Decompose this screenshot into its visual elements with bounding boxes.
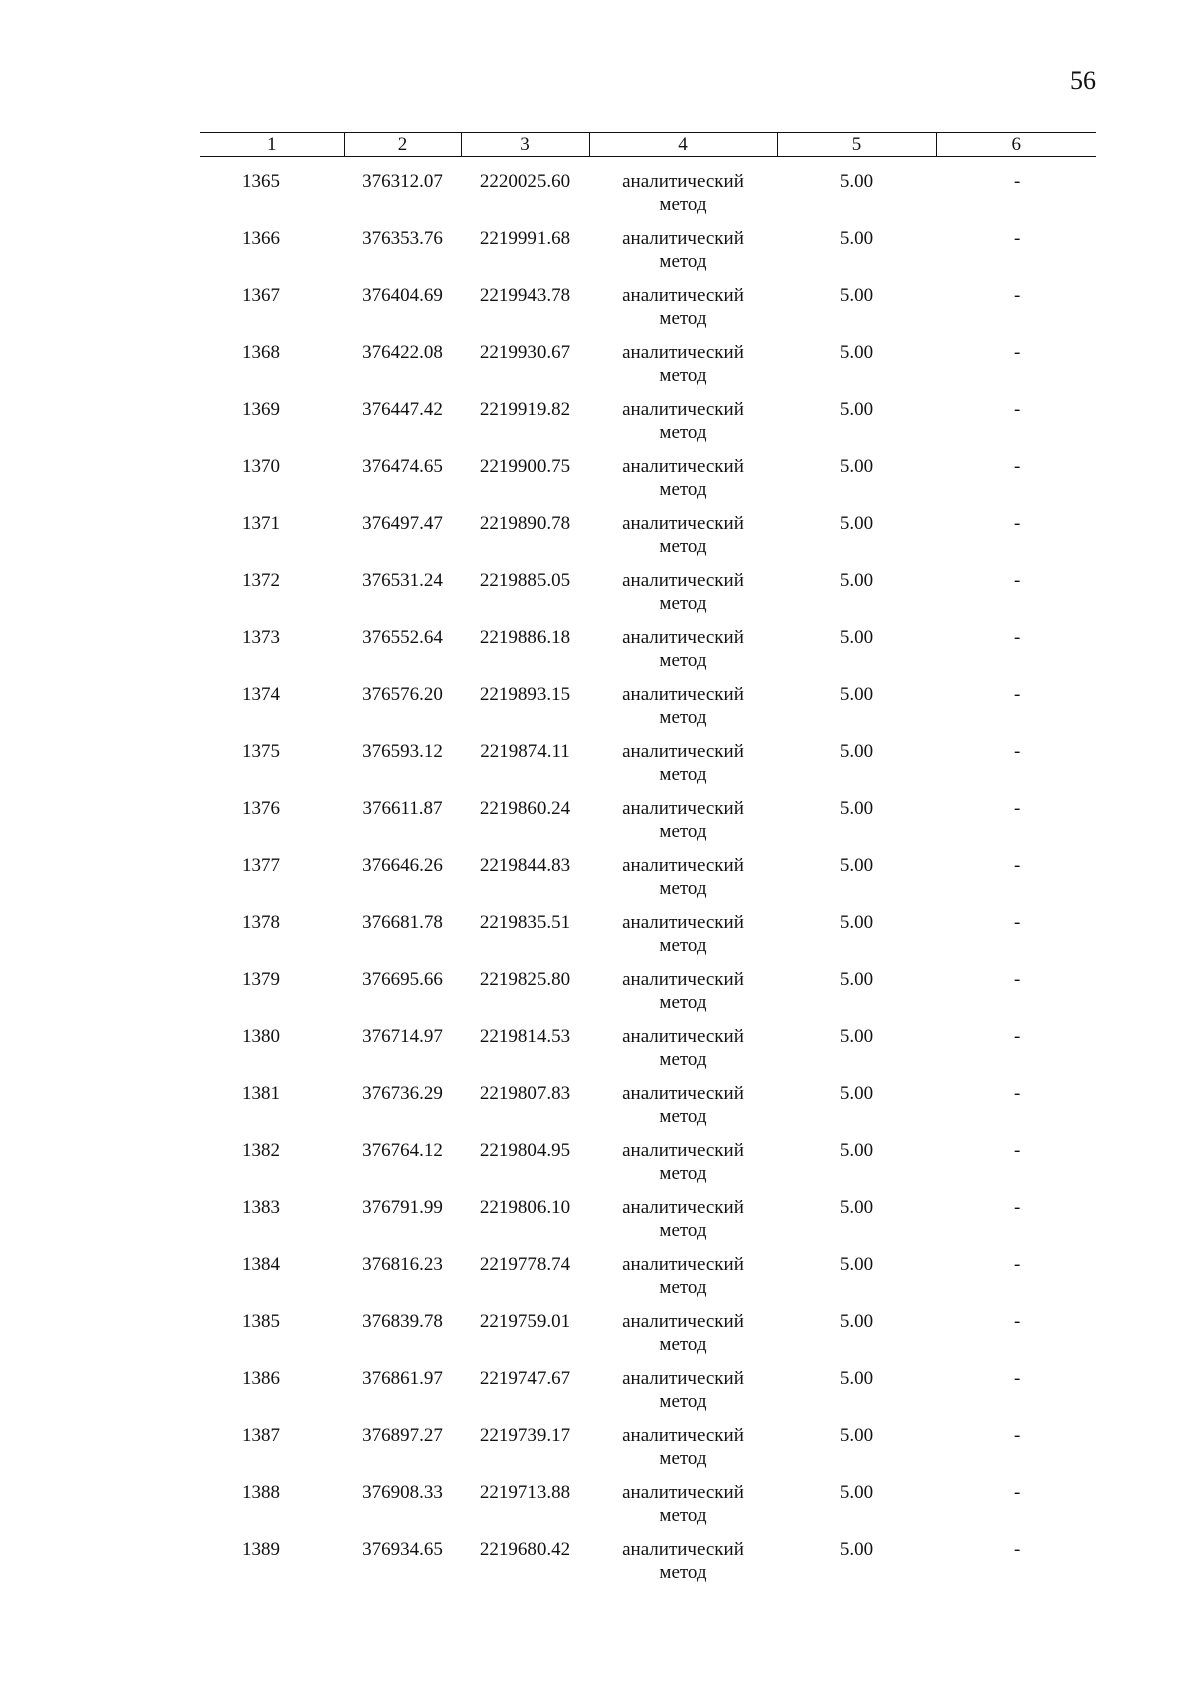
coordinates-table bbox=[200, 132, 1096, 1595]
y-coordinate-cell: 2219680.42 bbox=[479, 1539, 571, 1560]
method-line-1: аналитический bbox=[622, 1197, 744, 1218]
table-row bbox=[200, 455, 1096, 512]
y-coordinate-cell: 2219759.01 bbox=[479, 1311, 571, 1332]
note-cell: - bbox=[1014, 1083, 1021, 1104]
method-line-2: метод bbox=[659, 479, 707, 500]
method-line-1: аналитический bbox=[622, 399, 744, 420]
y-coordinate-cell: 2219886.18 bbox=[479, 627, 571, 648]
note-cell: - bbox=[1014, 285, 1021, 306]
method-cell bbox=[589, 968, 777, 1025]
method-cell bbox=[589, 398, 777, 455]
method-line-1: аналитический bbox=[622, 342, 744, 363]
method-line-1: аналитический bbox=[622, 627, 744, 648]
note-cell: - bbox=[1014, 1197, 1021, 1218]
accuracy-cell: 5.00 bbox=[839, 1311, 874, 1332]
x-coordinate-cell: 376447.42 bbox=[362, 399, 443, 420]
method-line-2: метод bbox=[659, 1163, 707, 1184]
header-col-6: 6 bbox=[936, 133, 1096, 157]
method-line-2: метод bbox=[659, 1106, 707, 1127]
method-line-2: метод bbox=[659, 1562, 707, 1583]
table-row bbox=[200, 797, 1096, 854]
method-line-1: аналитический bbox=[622, 285, 744, 306]
note-cell: - bbox=[1014, 627, 1021, 648]
method-line-2: метод bbox=[659, 935, 707, 956]
accuracy-cell: 5.00 bbox=[839, 1254, 874, 1275]
method-line-2: метод bbox=[659, 422, 707, 443]
accuracy-cell: 5.00 bbox=[839, 798, 874, 819]
method-line-1: аналитический bbox=[622, 1254, 744, 1275]
x-coordinate-cell: 376531.24 bbox=[362, 570, 443, 591]
x-coordinate-cell: 376908.33 bbox=[362, 1482, 443, 1503]
accuracy-cell: 5.00 bbox=[839, 969, 874, 990]
y-coordinate-cell: 2219943.78 bbox=[479, 285, 571, 306]
note-cell: - bbox=[1014, 741, 1021, 762]
accuracy-cell: 5.00 bbox=[839, 342, 874, 363]
y-coordinate-cell: 2219806.10 bbox=[479, 1197, 571, 1218]
point-number-cell: 1381 bbox=[242, 1083, 280, 1104]
note-cell: - bbox=[1014, 456, 1021, 477]
point-number-cell: 1370 bbox=[242, 456, 280, 477]
x-coordinate-cell: 376791.99 bbox=[362, 1197, 443, 1218]
y-coordinate-cell: 2219900.75 bbox=[479, 456, 571, 477]
point-number-cell: 1379 bbox=[242, 969, 280, 990]
table-row bbox=[200, 1082, 1096, 1139]
table-row bbox=[200, 398, 1096, 455]
method-cell bbox=[589, 455, 777, 512]
method-line-2: метод bbox=[659, 251, 707, 272]
table-row bbox=[200, 569, 1096, 626]
y-coordinate-cell: 2219713.88 bbox=[479, 1482, 571, 1503]
method-line-2: метод bbox=[659, 1334, 707, 1355]
method-line-1: аналитический bbox=[622, 228, 744, 249]
point-number-cell: 1385 bbox=[242, 1311, 280, 1332]
method-line-1: аналитический bbox=[622, 1368, 744, 1389]
table-row bbox=[200, 1196, 1096, 1253]
method-line-2: метод bbox=[659, 1220, 707, 1241]
x-coordinate-cell: 376474.65 bbox=[362, 456, 443, 477]
table-row bbox=[200, 740, 1096, 797]
table-row bbox=[200, 1253, 1096, 1310]
accuracy-cell: 5.00 bbox=[839, 570, 874, 591]
accuracy-cell: 5.00 bbox=[839, 285, 874, 306]
method-line-1: аналитический bbox=[622, 171, 744, 192]
method-line-2: метод bbox=[659, 992, 707, 1013]
note-cell: - bbox=[1014, 570, 1021, 591]
table-row bbox=[200, 1424, 1096, 1481]
method-line-1: аналитический bbox=[622, 1425, 744, 1446]
method-line-2: метод bbox=[659, 1448, 707, 1469]
method-line-2: метод bbox=[659, 650, 707, 671]
x-coordinate-cell: 376353.76 bbox=[362, 228, 443, 249]
y-coordinate-cell: 2219991.68 bbox=[479, 228, 571, 249]
method-line-2: метод bbox=[659, 1391, 707, 1412]
y-coordinate-cell: 2219739.17 bbox=[479, 1425, 571, 1446]
table-row bbox=[200, 683, 1096, 740]
method-line-2: метод bbox=[659, 593, 707, 614]
note-cell: - bbox=[1014, 228, 1021, 249]
y-coordinate-cell: 2219860.24 bbox=[479, 798, 571, 819]
x-coordinate-cell: 376422.08 bbox=[362, 342, 443, 363]
accuracy-cell: 5.00 bbox=[839, 513, 874, 534]
table-row bbox=[200, 1367, 1096, 1424]
method-line-1: аналитический bbox=[622, 1140, 744, 1161]
table-row bbox=[200, 227, 1096, 284]
y-coordinate-cell: 2219835.51 bbox=[479, 912, 571, 933]
accuracy-cell: 5.00 bbox=[839, 627, 874, 648]
method-line-2: метод bbox=[659, 1277, 707, 1298]
accuracy-cell: 5.00 bbox=[839, 1140, 874, 1161]
y-coordinate-cell: 2219778.74 bbox=[479, 1254, 571, 1275]
note-cell: - bbox=[1014, 912, 1021, 933]
note-cell: - bbox=[1014, 1425, 1021, 1446]
table-row bbox=[200, 968, 1096, 1025]
accuracy-cell: 5.00 bbox=[839, 741, 874, 762]
accuracy-cell: 5.00 bbox=[839, 228, 874, 249]
header-col-1: 1 bbox=[200, 133, 344, 157]
method-cell bbox=[589, 626, 777, 683]
method-line-1: аналитический bbox=[622, 855, 744, 876]
method-line-2: метод bbox=[659, 821, 707, 842]
table-row bbox=[200, 626, 1096, 683]
point-number-cell: 1387 bbox=[242, 1425, 280, 1446]
y-coordinate-cell: 2219747.67 bbox=[479, 1368, 571, 1389]
note-cell: - bbox=[1014, 1254, 1021, 1275]
note-cell: - bbox=[1014, 969, 1021, 990]
x-coordinate-cell: 376897.27 bbox=[362, 1425, 443, 1446]
point-number-cell: 1365 bbox=[242, 171, 280, 192]
method-line-1: аналитический bbox=[622, 513, 744, 534]
point-number-cell: 1372 bbox=[242, 570, 280, 591]
method-line-2: метод bbox=[659, 764, 707, 785]
header-col-2: 2 bbox=[344, 133, 461, 157]
method-cell bbox=[589, 740, 777, 797]
method-cell bbox=[589, 341, 777, 398]
note-cell: - bbox=[1014, 171, 1021, 192]
y-coordinate-cell: 2219919.82 bbox=[479, 399, 571, 420]
method-line-2: метод bbox=[659, 536, 707, 557]
point-number-cell: 1369 bbox=[242, 399, 280, 420]
table-row bbox=[200, 157, 1096, 228]
method-cell bbox=[589, 1025, 777, 1082]
method-cell bbox=[589, 569, 777, 626]
x-coordinate-cell: 376646.26 bbox=[362, 855, 443, 876]
method-cell bbox=[589, 1424, 777, 1481]
point-number-cell: 1378 bbox=[242, 912, 280, 933]
x-coordinate-cell: 376681.78 bbox=[362, 912, 443, 933]
method-cell bbox=[589, 683, 777, 740]
x-coordinate-cell: 376497.47 bbox=[362, 513, 443, 534]
table-row bbox=[200, 341, 1096, 398]
header-row bbox=[200, 133, 1096, 157]
accuracy-cell: 5.00 bbox=[839, 1083, 874, 1104]
method-line-1: аналитический bbox=[622, 1311, 744, 1332]
accuracy-cell: 5.00 bbox=[839, 1425, 874, 1446]
x-coordinate-cell: 376593.12 bbox=[362, 741, 443, 762]
method-line-2: метод bbox=[659, 365, 707, 386]
x-coordinate-cell: 376695.66 bbox=[362, 969, 443, 990]
accuracy-cell: 5.00 bbox=[839, 1539, 874, 1560]
method-cell bbox=[589, 1367, 777, 1424]
accuracy-cell: 5.00 bbox=[839, 1026, 874, 1047]
method-line-2: метод bbox=[659, 1505, 707, 1526]
point-number-cell: 1368 bbox=[242, 342, 280, 363]
method-line-1: аналитический bbox=[622, 969, 744, 990]
y-coordinate-cell: 2219804.95 bbox=[479, 1140, 571, 1161]
x-coordinate-cell: 376611.87 bbox=[362, 798, 443, 819]
method-line-2: метод bbox=[659, 878, 707, 899]
method-line-1: аналитический bbox=[622, 456, 744, 477]
table-body bbox=[200, 157, 1096, 1596]
method-line-1: аналитический bbox=[622, 1026, 744, 1047]
method-line-2: метод bbox=[659, 707, 707, 728]
table-header bbox=[200, 133, 1096, 157]
note-cell: - bbox=[1014, 513, 1021, 534]
table-row bbox=[200, 854, 1096, 911]
point-number-cell: 1376 bbox=[242, 798, 280, 819]
method-cell bbox=[589, 1481, 777, 1538]
table-row bbox=[200, 911, 1096, 968]
accuracy-cell: 5.00 bbox=[839, 399, 874, 420]
table-row bbox=[200, 284, 1096, 341]
method-line-1: аналитический bbox=[622, 1482, 744, 1503]
accuracy-cell: 5.00 bbox=[839, 1368, 874, 1389]
method-cell bbox=[589, 1310, 777, 1367]
note-cell: - bbox=[1014, 1140, 1021, 1161]
y-coordinate-cell: 2219930.67 bbox=[479, 342, 571, 363]
note-cell: - bbox=[1014, 855, 1021, 876]
point-number-cell: 1375 bbox=[242, 741, 280, 762]
header-col-3: 3 bbox=[461, 133, 589, 157]
method-line-1: аналитический bbox=[622, 684, 744, 705]
point-number-cell: 1380 bbox=[242, 1026, 280, 1047]
x-coordinate-cell: 376816.23 bbox=[362, 1254, 443, 1275]
y-coordinate-cell: 2219885.05 bbox=[479, 570, 571, 591]
note-cell: - bbox=[1014, 399, 1021, 420]
method-cell bbox=[589, 227, 777, 284]
y-coordinate-cell: 2219890.78 bbox=[479, 513, 571, 534]
note-cell: - bbox=[1014, 1026, 1021, 1047]
table-row bbox=[200, 1025, 1096, 1082]
point-number-cell: 1383 bbox=[242, 1197, 280, 1218]
x-coordinate-cell: 376861.97 bbox=[362, 1368, 443, 1389]
note-cell: - bbox=[1014, 1368, 1021, 1389]
note-cell: - bbox=[1014, 342, 1021, 363]
accuracy-cell: 5.00 bbox=[839, 456, 874, 477]
note-cell: - bbox=[1014, 798, 1021, 819]
method-line-1: аналитический bbox=[622, 1083, 744, 1104]
method-line-1: аналитический bbox=[622, 570, 744, 591]
method-line-2: метод bbox=[659, 308, 707, 329]
method-cell bbox=[589, 1082, 777, 1139]
x-coordinate-cell: 376552.64 bbox=[362, 627, 443, 648]
header-col-4: 4 bbox=[589, 133, 777, 157]
method-cell bbox=[589, 1196, 777, 1253]
x-coordinate-cell: 376576.20 bbox=[362, 684, 443, 705]
accuracy-cell: 5.00 bbox=[839, 1197, 874, 1218]
accuracy-cell: 5.00 bbox=[839, 171, 874, 192]
x-coordinate-cell: 376404.69 bbox=[362, 285, 443, 306]
method-line-1: аналитический bbox=[622, 912, 744, 933]
accuracy-cell: 5.00 bbox=[839, 1482, 874, 1503]
method-cell bbox=[589, 911, 777, 968]
table-row bbox=[200, 1481, 1096, 1538]
table-row bbox=[200, 1310, 1096, 1367]
y-coordinate-cell: 2219807.83 bbox=[479, 1083, 571, 1104]
point-number-cell: 1367 bbox=[242, 285, 280, 306]
method-cell bbox=[589, 284, 777, 341]
note-cell: - bbox=[1014, 1311, 1021, 1332]
point-number-cell: 1377 bbox=[242, 855, 280, 876]
header-col-5: 5 bbox=[777, 133, 936, 157]
x-coordinate-cell: 376736.29 bbox=[362, 1083, 443, 1104]
y-coordinate-cell: 2219825.80 bbox=[479, 969, 571, 990]
y-coordinate-cell: 2220025.60 bbox=[479, 171, 571, 192]
method-cell bbox=[589, 797, 777, 854]
page-number: 56 bbox=[1070, 66, 1096, 95]
x-coordinate-cell: 376714.97 bbox=[362, 1026, 443, 1047]
accuracy-cell: 5.00 bbox=[839, 912, 874, 933]
x-coordinate-cell: 376312.07 bbox=[362, 171, 443, 192]
y-coordinate-cell: 2219893.15 bbox=[479, 684, 571, 705]
note-cell: - bbox=[1014, 1539, 1021, 1560]
method-cell bbox=[589, 512, 777, 569]
method-line-2: метод bbox=[659, 1049, 707, 1070]
point-number-cell: 1373 bbox=[242, 627, 280, 648]
accuracy-cell: 5.00 bbox=[839, 855, 874, 876]
method-cell bbox=[589, 854, 777, 911]
table-row bbox=[200, 1139, 1096, 1196]
x-coordinate-cell: 376934.65 bbox=[362, 1539, 443, 1560]
method-cell bbox=[589, 1253, 777, 1310]
note-cell: - bbox=[1014, 684, 1021, 705]
x-coordinate-cell: 376839.78 bbox=[362, 1311, 443, 1332]
point-number-cell: 1384 bbox=[242, 1254, 280, 1275]
y-coordinate-cell: 2219814.53 bbox=[479, 1026, 571, 1047]
accuracy-cell: 5.00 bbox=[839, 684, 874, 705]
point-number-cell: 1374 bbox=[242, 684, 280, 705]
point-number-cell: 1366 bbox=[242, 228, 280, 249]
method-line-2: метод bbox=[659, 194, 707, 215]
method-cell bbox=[589, 1139, 777, 1196]
table-row bbox=[200, 1538, 1096, 1595]
y-coordinate-cell: 2219844.83 bbox=[479, 855, 571, 876]
x-coordinate-cell: 376764.12 bbox=[362, 1140, 443, 1161]
method-cell bbox=[589, 157, 777, 228]
point-number-cell: 1382 bbox=[242, 1140, 280, 1161]
table-row bbox=[200, 512, 1096, 569]
note-cell: - bbox=[1014, 1482, 1021, 1503]
point-number-cell: 1386 bbox=[242, 1368, 280, 1389]
method-line-1: аналитический bbox=[622, 1539, 744, 1560]
method-line-1: аналитический bbox=[622, 798, 744, 819]
method-line-1: аналитический bbox=[622, 741, 744, 762]
point-number-cell: 1371 bbox=[242, 513, 280, 534]
point-number-cell: 1388 bbox=[242, 1482, 280, 1503]
method-cell bbox=[589, 1538, 777, 1595]
y-coordinate-cell: 2219874.11 bbox=[480, 741, 570, 762]
point-number-cell: 1389 bbox=[242, 1539, 280, 1560]
